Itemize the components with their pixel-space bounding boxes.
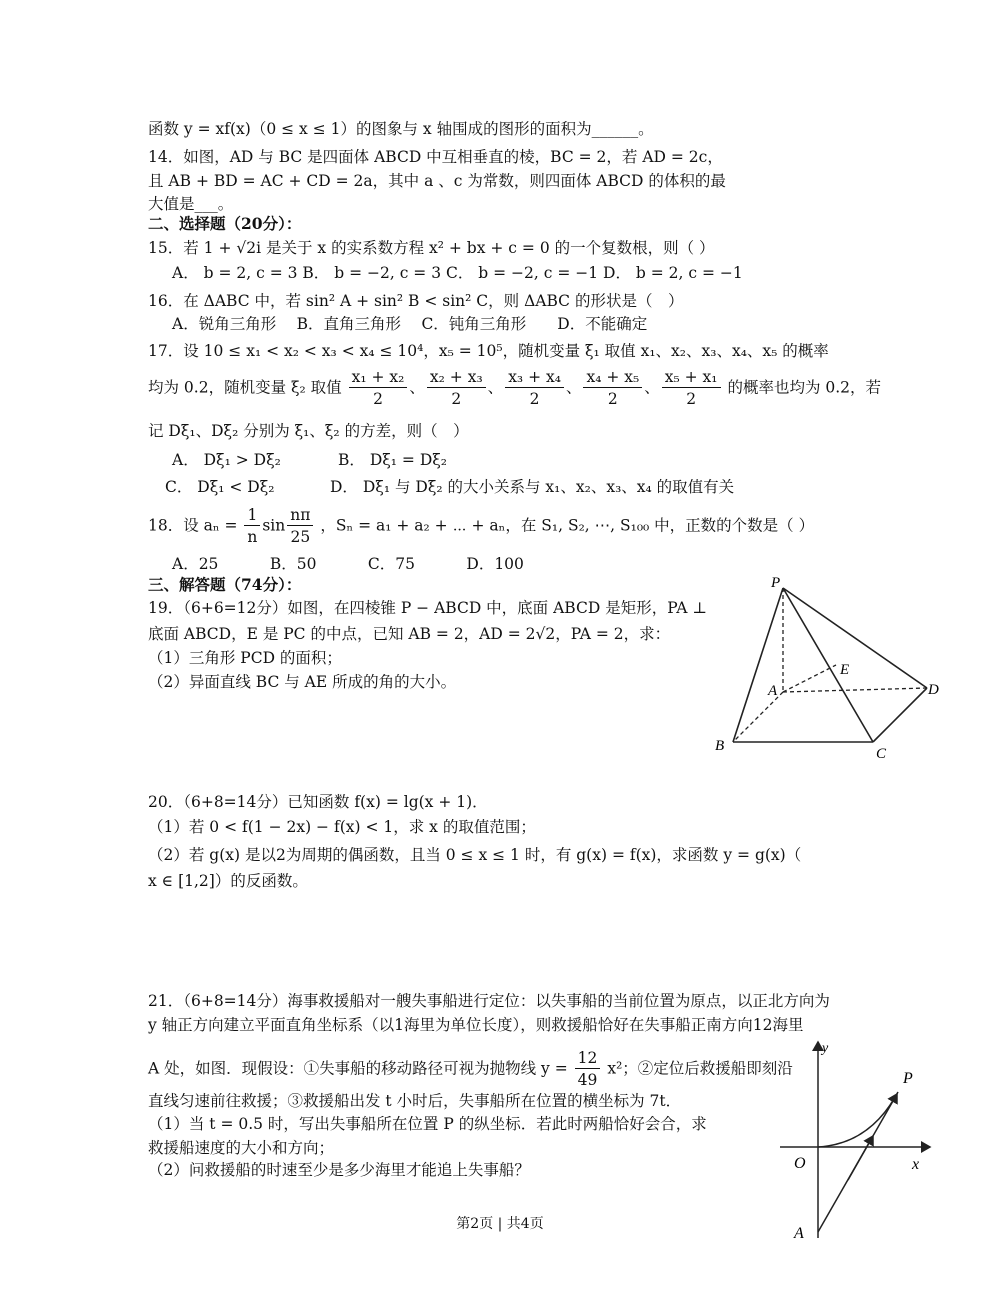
q17-fraction-2 bbox=[427, 367, 486, 410]
q17-fraction-4 bbox=[583, 367, 642, 410]
numerator: x₅ + x₁ bbox=[662, 367, 721, 388]
axis-x-label: x bbox=[912, 1156, 920, 1173]
q21-fraction bbox=[575, 1048, 601, 1091]
q20-part1: （1）若 0 < f(1 − 2x) − f(x) < 1，求 x 的取值范围； bbox=[148, 818, 536, 836]
q21-line1: 21．（6+8=14分）海事救援船对一艘失事船进行定位：以失事船的当前位置为原点，以正北方向为 bbox=[148, 992, 830, 1010]
point-a-label: A bbox=[794, 1225, 804, 1242]
q21-part2: （2）问救援船的时速至少是多少海里才能追上失事船？ bbox=[148, 1161, 530, 1179]
q20-part2: （2）若 g(x) 是以2为周期的偶函数，且当 0 ≤ x ≤ 1 时，有 g(x) = f(x)，求函数 y = g(x)（ bbox=[148, 846, 802, 864]
label-e: E bbox=[840, 662, 850, 678]
q21-line3 bbox=[148, 1048, 793, 1091]
q15-stem: 15．若 1 + √2i 是关于 x 的实系数方程 x² + bx + c = 0 的一个复数根，则（ ） bbox=[148, 239, 715, 257]
denominator: 25 bbox=[290, 528, 311, 546]
q21-line4: 直线匀速前往救援；③救援船出发 t 小时后，失事船所在位置的横坐标为 7t． bbox=[148, 1092, 682, 1110]
numerator: x₄ + x₅ bbox=[583, 367, 642, 388]
q17-fraction-1 bbox=[349, 367, 408, 410]
q17-line2-prefix: 均为 0.2，随机变量 ξ₂ 取值 bbox=[148, 378, 342, 397]
q17-line2-suffix: 的概率也均为 0.2，若 bbox=[727, 378, 882, 397]
denominator: 2 bbox=[607, 390, 618, 408]
denominator: n bbox=[247, 528, 258, 546]
q19-line1: 19．（6+6=12分）如图，在四棱锥 P − ABCD 中，底面 ABCD 是矩形，PA ⊥ bbox=[148, 599, 707, 617]
q21-line2: y 轴正方向建立平面直角坐标系（以1海里为单位长度），则救援船恰好在失事船正南方向12海里 bbox=[148, 1016, 804, 1034]
q19-part1: （1）三角形 PCD 的面积； bbox=[148, 649, 342, 667]
q17-line1: 17．设 10 ≤ x₁ < x₂ < x₃ < x₄ ≤ 10⁴，x₅ = 10⁵，随机变量 ξ₁ 取值 x₁、x₂、x₃、x₄、x₅ 的概率 bbox=[148, 342, 829, 360]
q18-fraction-1 bbox=[244, 505, 260, 548]
label-a: A bbox=[768, 683, 778, 699]
q16-options: A．锐角三角形 B．直角三角形 C．钝角三角形 D．不能确定 bbox=[172, 315, 648, 333]
q19-line2: 底面 ABCD，E 是 PC 的中点，已知 AB = 2，AD = 2√2，PA = 2，求： bbox=[148, 625, 671, 643]
numerator: x₃ + x₄ bbox=[505, 367, 564, 388]
q14-line3: 大值是___。 bbox=[148, 195, 234, 213]
numerator: 12 bbox=[575, 1048, 601, 1069]
denominator: 2 bbox=[529, 390, 540, 408]
q18-stem bbox=[148, 505, 814, 548]
origin-label: O bbox=[794, 1155, 806, 1172]
point-p-label: P bbox=[903, 1070, 913, 1087]
pyramid-figure bbox=[705, 570, 945, 770]
numerator: x₁ + x₂ bbox=[349, 367, 408, 388]
label-p: P bbox=[771, 575, 781, 591]
q18-prefix: 18．设 aₙ = bbox=[148, 516, 238, 535]
q17-fraction-5 bbox=[662, 367, 721, 410]
q20-part2-cont: x ∈ [1,2]）的反函数。 bbox=[148, 872, 308, 890]
denominator: 2 bbox=[373, 390, 383, 408]
label-b: B bbox=[715, 738, 725, 754]
q14-line2: 且 AB + BD = AC + CD = 2a，其中 a 、c 为常数，则四面体 ABCD 的体积的最 bbox=[148, 172, 726, 190]
numerator: nπ bbox=[287, 505, 313, 526]
q21-line3-suffix: x²；②定位后救援船即刻沿 bbox=[607, 1059, 793, 1078]
page-footer: 第2页 | 共4页 bbox=[456, 1216, 544, 1232]
q17-line2: 均为 0.2，随机变量 ξ₂ 取值 $\frac{\text{x₁ + x₂}}{2}$ 、 $\frac{\text{x₂ + x₃}}{2}$ 、 $\frac{\text{x₃ + x₄}}{2}$ 、 $\frac{\text{x₄ + x₅}}{2}$ 、 $\frac{\text{x₅ + x₁}}{2}$ 的概率也均为 0.2，若 bbox=[148, 368, 882, 408]
q18-suffix: ，Sₙ = a₁ + a₂ + ⋯ + aₙ，在 S₁, S₂, ⋯, S₁₀₀ 中，正数的个数是（ ） bbox=[320, 516, 815, 535]
axis-y-label: y bbox=[822, 1041, 829, 1056]
q19-part2: （2）异面直线 BC 与 AE 所成的角的大小。 bbox=[148, 673, 457, 691]
numerator: 1 bbox=[244, 505, 260, 526]
section-3-heading: 三、解答题（74分）： bbox=[148, 575, 302, 594]
q13-tail: 函数 y = xf(x)（0 ≤ x ≤ 1）的图象与 x 轴围成的图形的面积为______。 bbox=[148, 120, 654, 138]
label-d: D bbox=[928, 682, 939, 698]
q17-option-b: B． Dξ₁ = Dξ₂ bbox=[338, 451, 448, 469]
q17-option-d: D． Dξ₁ 与 Dξ₂ 的大小关系与 x₁、x₂、x₃、x₄ 的取值有关 bbox=[330, 478, 735, 496]
section-2-heading: 二、选择题（20分）： bbox=[148, 214, 302, 233]
label-c: C bbox=[876, 746, 887, 762]
q16-stem: 16．在 ΔABC 中，若 sin² A + sin² B < sin² C，则 ΔABC 的形状是（ ） bbox=[148, 292, 684, 310]
numerator: x₂ + x₃ bbox=[427, 367, 486, 388]
q18-sin: sin bbox=[262, 516, 286, 535]
q14-line1: 14．如图，AD 与 BC 是四面体 ABCD 中互相垂直的棱，BC = 2，若 AD = 2c， bbox=[148, 148, 723, 166]
q18-fraction-2 bbox=[287, 505, 313, 548]
q21-part1-cont: 救援船速度的大小和方向； bbox=[148, 1139, 335, 1157]
q20-stem: 20．（6+8=14分）已知函数 f(x) = lg(x + 1)． bbox=[148, 793, 488, 811]
q17-fraction-3 bbox=[505, 367, 564, 410]
q15-options: A． b = 2, c = 3 B． b = −2, c = 3 C． b = −2, c = −1 D． b = 2, c = −1 bbox=[172, 264, 743, 282]
denominator: 2 bbox=[451, 390, 462, 408]
denominator: 2 bbox=[686, 390, 697, 408]
q21-line3-prefix: A 处，如图．现假设：①失事船的移动路径可视为抛物线 y = bbox=[148, 1059, 568, 1078]
q17-option-c: C． Dξ₁ < Dξ₂ bbox=[165, 478, 275, 496]
denominator: 49 bbox=[577, 1071, 598, 1089]
q21-part1: （1）当 t = 0.5 时，写出失事船所在位置 P 的纵坐标．若此时两船恰好会合，求 bbox=[148, 1115, 707, 1133]
q17-option-a: A． Dξ₁ > Dξ₂ bbox=[172, 451, 281, 469]
q17-line3: 记 Dξ₁、Dξ₂ 分别为 ξ₁、ξ₂ 的方差，则（ ） bbox=[148, 422, 469, 440]
q18-options: A．25 B．50 C．75 D．100 bbox=[172, 555, 524, 573]
